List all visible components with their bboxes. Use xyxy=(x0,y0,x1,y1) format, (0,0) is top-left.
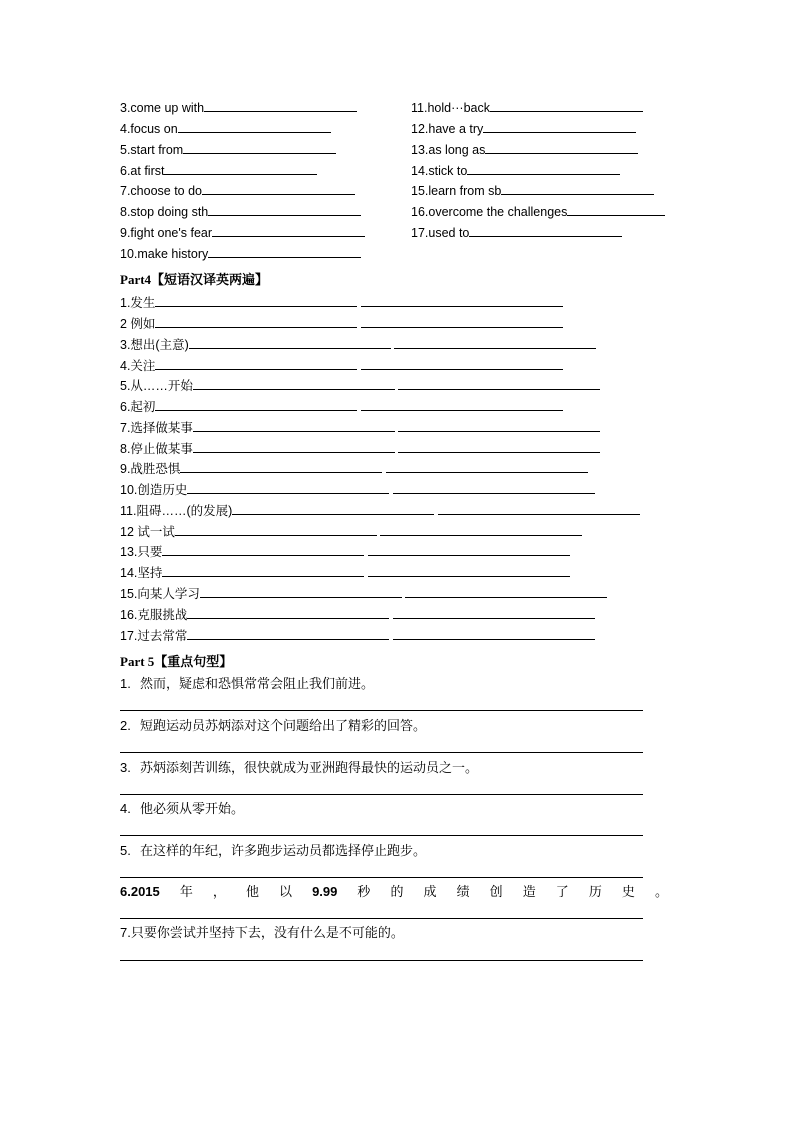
translation-item xyxy=(120,521,582,541)
answer-blank[interactable] xyxy=(212,222,365,237)
answer-blank[interactable] xyxy=(467,160,620,175)
sentence-6 xyxy=(120,882,668,902)
phrase-text: 15.learn from sb xyxy=(411,184,502,198)
answer-blank[interactable] xyxy=(178,118,331,133)
phrase-text: 4.focus on xyxy=(120,122,178,136)
phrase-item xyxy=(411,180,654,200)
sentence-item xyxy=(120,716,426,736)
answer-blank[interactable] xyxy=(155,355,357,370)
translation-item xyxy=(120,355,563,375)
sentence-text: 在这样的年纪，许多跑步运动员都选择停止跑步。 xyxy=(140,843,427,858)
part4-heading: Part4【短语汉译英两遍】 xyxy=(120,272,269,287)
answer-line[interactable] xyxy=(120,752,643,753)
sentence-number: 1. xyxy=(120,676,131,691)
phrase-item xyxy=(411,118,636,138)
translation-item xyxy=(120,313,563,333)
sentence-text: 短跑运动员苏炳添对这个问题给出了精彩的回答。 xyxy=(140,718,427,733)
sentence-word: ， xyxy=(212,884,226,899)
phrase-item xyxy=(120,180,355,200)
sentence-word: 9.99 xyxy=(312,884,338,899)
answer-blank[interactable] xyxy=(398,438,600,453)
phrase-text: 9.fight one's fear xyxy=(120,226,213,240)
phrase-item xyxy=(120,201,361,221)
answer-blank[interactable] xyxy=(193,375,395,390)
phrase-item xyxy=(120,243,361,263)
sentence-item xyxy=(120,674,374,694)
sentence-word: 创 xyxy=(489,884,503,899)
phrase-text: 11.hold···back xyxy=(411,101,490,115)
sentence-item xyxy=(120,799,244,819)
phrase-text: 15.向某人学习 xyxy=(120,587,200,601)
answer-blank[interactable] xyxy=(393,479,595,494)
answer-blank[interactable] xyxy=(193,438,395,453)
answer-blank[interactable] xyxy=(361,396,563,411)
answer-blank[interactable] xyxy=(485,139,638,154)
answer-line[interactable] xyxy=(120,960,643,961)
phrase-item xyxy=(120,160,317,180)
answer-blank[interactable] xyxy=(361,355,563,370)
translation-item xyxy=(120,604,595,624)
phrase-text: 5.从……开始 xyxy=(120,379,193,393)
phrase-text: 12.have a try xyxy=(411,122,484,136)
translation-item xyxy=(120,541,570,561)
answer-blank[interactable] xyxy=(393,604,595,619)
phrase-item xyxy=(411,97,643,117)
answer-line[interactable] xyxy=(120,794,643,795)
sentence-number: 3. xyxy=(120,760,131,775)
answer-blank[interactable] xyxy=(232,500,434,515)
phrase-text: 10.make history xyxy=(120,247,209,261)
sentence-number: 4. xyxy=(120,801,131,816)
answer-blank[interactable] xyxy=(162,541,364,556)
answer-blank[interactable] xyxy=(155,313,357,328)
phrase-text: 13.只要 xyxy=(120,545,163,559)
translation-item xyxy=(120,396,563,416)
translation-item xyxy=(120,458,588,478)
phrase-item xyxy=(120,222,365,242)
translation-item xyxy=(120,375,600,395)
answer-blank[interactable] xyxy=(386,458,588,473)
answer-blank[interactable] xyxy=(208,201,361,216)
phrase-item xyxy=(120,118,331,138)
phrase-text: 5.start from xyxy=(120,143,184,157)
answer-blank[interactable] xyxy=(394,334,596,349)
translation-item xyxy=(120,292,563,312)
phrase-text: 9.战胜恐惧 xyxy=(120,462,181,476)
answer-blank[interactable] xyxy=(175,521,377,536)
answer-blank[interactable] xyxy=(202,180,355,195)
answer-line[interactable] xyxy=(120,918,643,919)
answer-blank[interactable] xyxy=(155,396,357,411)
answer-blank[interactable] xyxy=(398,417,600,432)
answer-blank[interactable] xyxy=(501,180,654,195)
translation-item xyxy=(120,479,595,499)
sentence-text: 然而，疑虑和恐惧常常会阻止我们前进。 xyxy=(140,676,375,691)
phrase-item xyxy=(120,97,357,117)
phrase-text: 16.克服挑战 xyxy=(120,608,188,622)
translation-item xyxy=(120,417,600,437)
phrase-item xyxy=(411,222,622,242)
sentence-word: 的 xyxy=(390,884,404,899)
answer-blank[interactable] xyxy=(155,292,357,307)
sentence-item xyxy=(120,841,426,861)
phrase-item xyxy=(411,160,620,180)
translation-item xyxy=(120,438,600,458)
phrase-text: 6.起初 xyxy=(120,400,156,414)
answer-line[interactable] xyxy=(120,877,643,878)
sentence-word: 绩 xyxy=(456,884,470,899)
answer-blank[interactable] xyxy=(189,334,391,349)
sentence-item xyxy=(120,758,478,778)
sentence-word: 。 xyxy=(654,884,668,899)
answer-blank[interactable] xyxy=(208,243,361,258)
answer-blank[interactable] xyxy=(187,604,389,619)
phrase-text: 16.overcome the challenges xyxy=(411,205,568,219)
sentence-item: 7.只要你尝试并坚持下去，没有什么是不可能的。 xyxy=(120,925,404,940)
translation-item xyxy=(120,500,640,520)
sentence-word: 了 xyxy=(555,884,569,899)
answer-blank[interactable] xyxy=(398,375,600,390)
sentence-word: 历 xyxy=(588,884,602,899)
sentence-word: 年 xyxy=(179,884,193,899)
answer-blank[interactable] xyxy=(187,479,389,494)
answer-blank[interactable] xyxy=(183,139,336,154)
answer-blank[interactable] xyxy=(469,222,622,237)
sentence-word: 以 xyxy=(279,884,293,899)
translation-item xyxy=(120,625,595,645)
translation-item xyxy=(120,583,607,603)
phrase-item xyxy=(120,139,336,159)
phrase-text: 1.发生 xyxy=(120,296,156,310)
phrase-text: 11.阻碍……(的发展) xyxy=(120,504,233,518)
phrase-item xyxy=(411,139,638,159)
phrase-text: 12 试一试 xyxy=(120,525,175,539)
phrase-text: 4.关注 xyxy=(120,359,156,373)
answer-blank[interactable] xyxy=(187,625,389,640)
answer-blank[interactable] xyxy=(567,201,665,216)
translation-item xyxy=(120,562,570,582)
sentence-text: 苏炳添刻苦训练，很快就成为亚洲跑得最快的运动员之一。 xyxy=(140,760,479,775)
phrase-item xyxy=(411,201,665,221)
phrase-text: 7.choose to do xyxy=(120,184,203,198)
sentence-number: 2. xyxy=(120,718,131,733)
answer-blank[interactable] xyxy=(405,583,607,598)
answer-blank[interactable] xyxy=(483,118,636,133)
answer-blank[interactable] xyxy=(361,292,563,307)
translation-item xyxy=(120,334,596,354)
phrase-text: 6.at first xyxy=(120,164,165,178)
phrase-text: 2 例如 xyxy=(120,317,156,331)
sentence-word: 6.2015 xyxy=(120,884,160,899)
answer-blank[interactable] xyxy=(438,500,640,515)
answer-line[interactable] xyxy=(120,835,643,836)
answer-blank[interactable] xyxy=(204,97,357,112)
part5-heading: Part 5【重点句型】 xyxy=(120,654,233,669)
phrase-text: 8.停止做某事 xyxy=(120,442,193,456)
phrase-text: 10.创造历史 xyxy=(120,483,188,497)
sentence-word: 他 xyxy=(245,884,259,899)
answer-blank[interactable] xyxy=(393,625,595,640)
sentence-word: 史 xyxy=(621,884,635,899)
answer-blank[interactable] xyxy=(490,97,643,112)
sentence-word: 造 xyxy=(522,884,536,899)
answer-blank[interactable] xyxy=(193,417,395,432)
answer-blank[interactable] xyxy=(361,313,563,328)
answer-blank[interactable] xyxy=(368,562,570,577)
sentence-word: 成 xyxy=(423,884,437,899)
answer-blank[interactable] xyxy=(368,541,570,556)
phrase-text: 8.stop doing sth xyxy=(120,205,209,219)
answer-line[interactable] xyxy=(120,710,643,711)
answer-blank[interactable] xyxy=(164,160,317,175)
sentence-word: 秒 xyxy=(357,884,371,899)
phrase-text: 7.选择做某事 xyxy=(120,421,193,435)
phrase-text: 17.过去常常 xyxy=(120,629,188,643)
answer-blank[interactable] xyxy=(200,583,402,598)
phrase-text: 14.stick to xyxy=(411,164,468,178)
sentence-text: 他必须从零开始。 xyxy=(140,801,245,816)
sentence-number: 5. xyxy=(120,843,131,858)
phrase-text: 3.come up with xyxy=(120,101,205,115)
answer-blank[interactable] xyxy=(180,458,382,473)
answer-blank[interactable] xyxy=(380,521,582,536)
phrase-text: 17.used to xyxy=(411,226,470,240)
phrase-text: 13.as long as xyxy=(411,143,486,157)
answer-blank[interactable] xyxy=(162,562,364,577)
phrase-text: 3.想出(主意) xyxy=(120,338,189,352)
phrase-text: 14.坚持 xyxy=(120,566,163,580)
